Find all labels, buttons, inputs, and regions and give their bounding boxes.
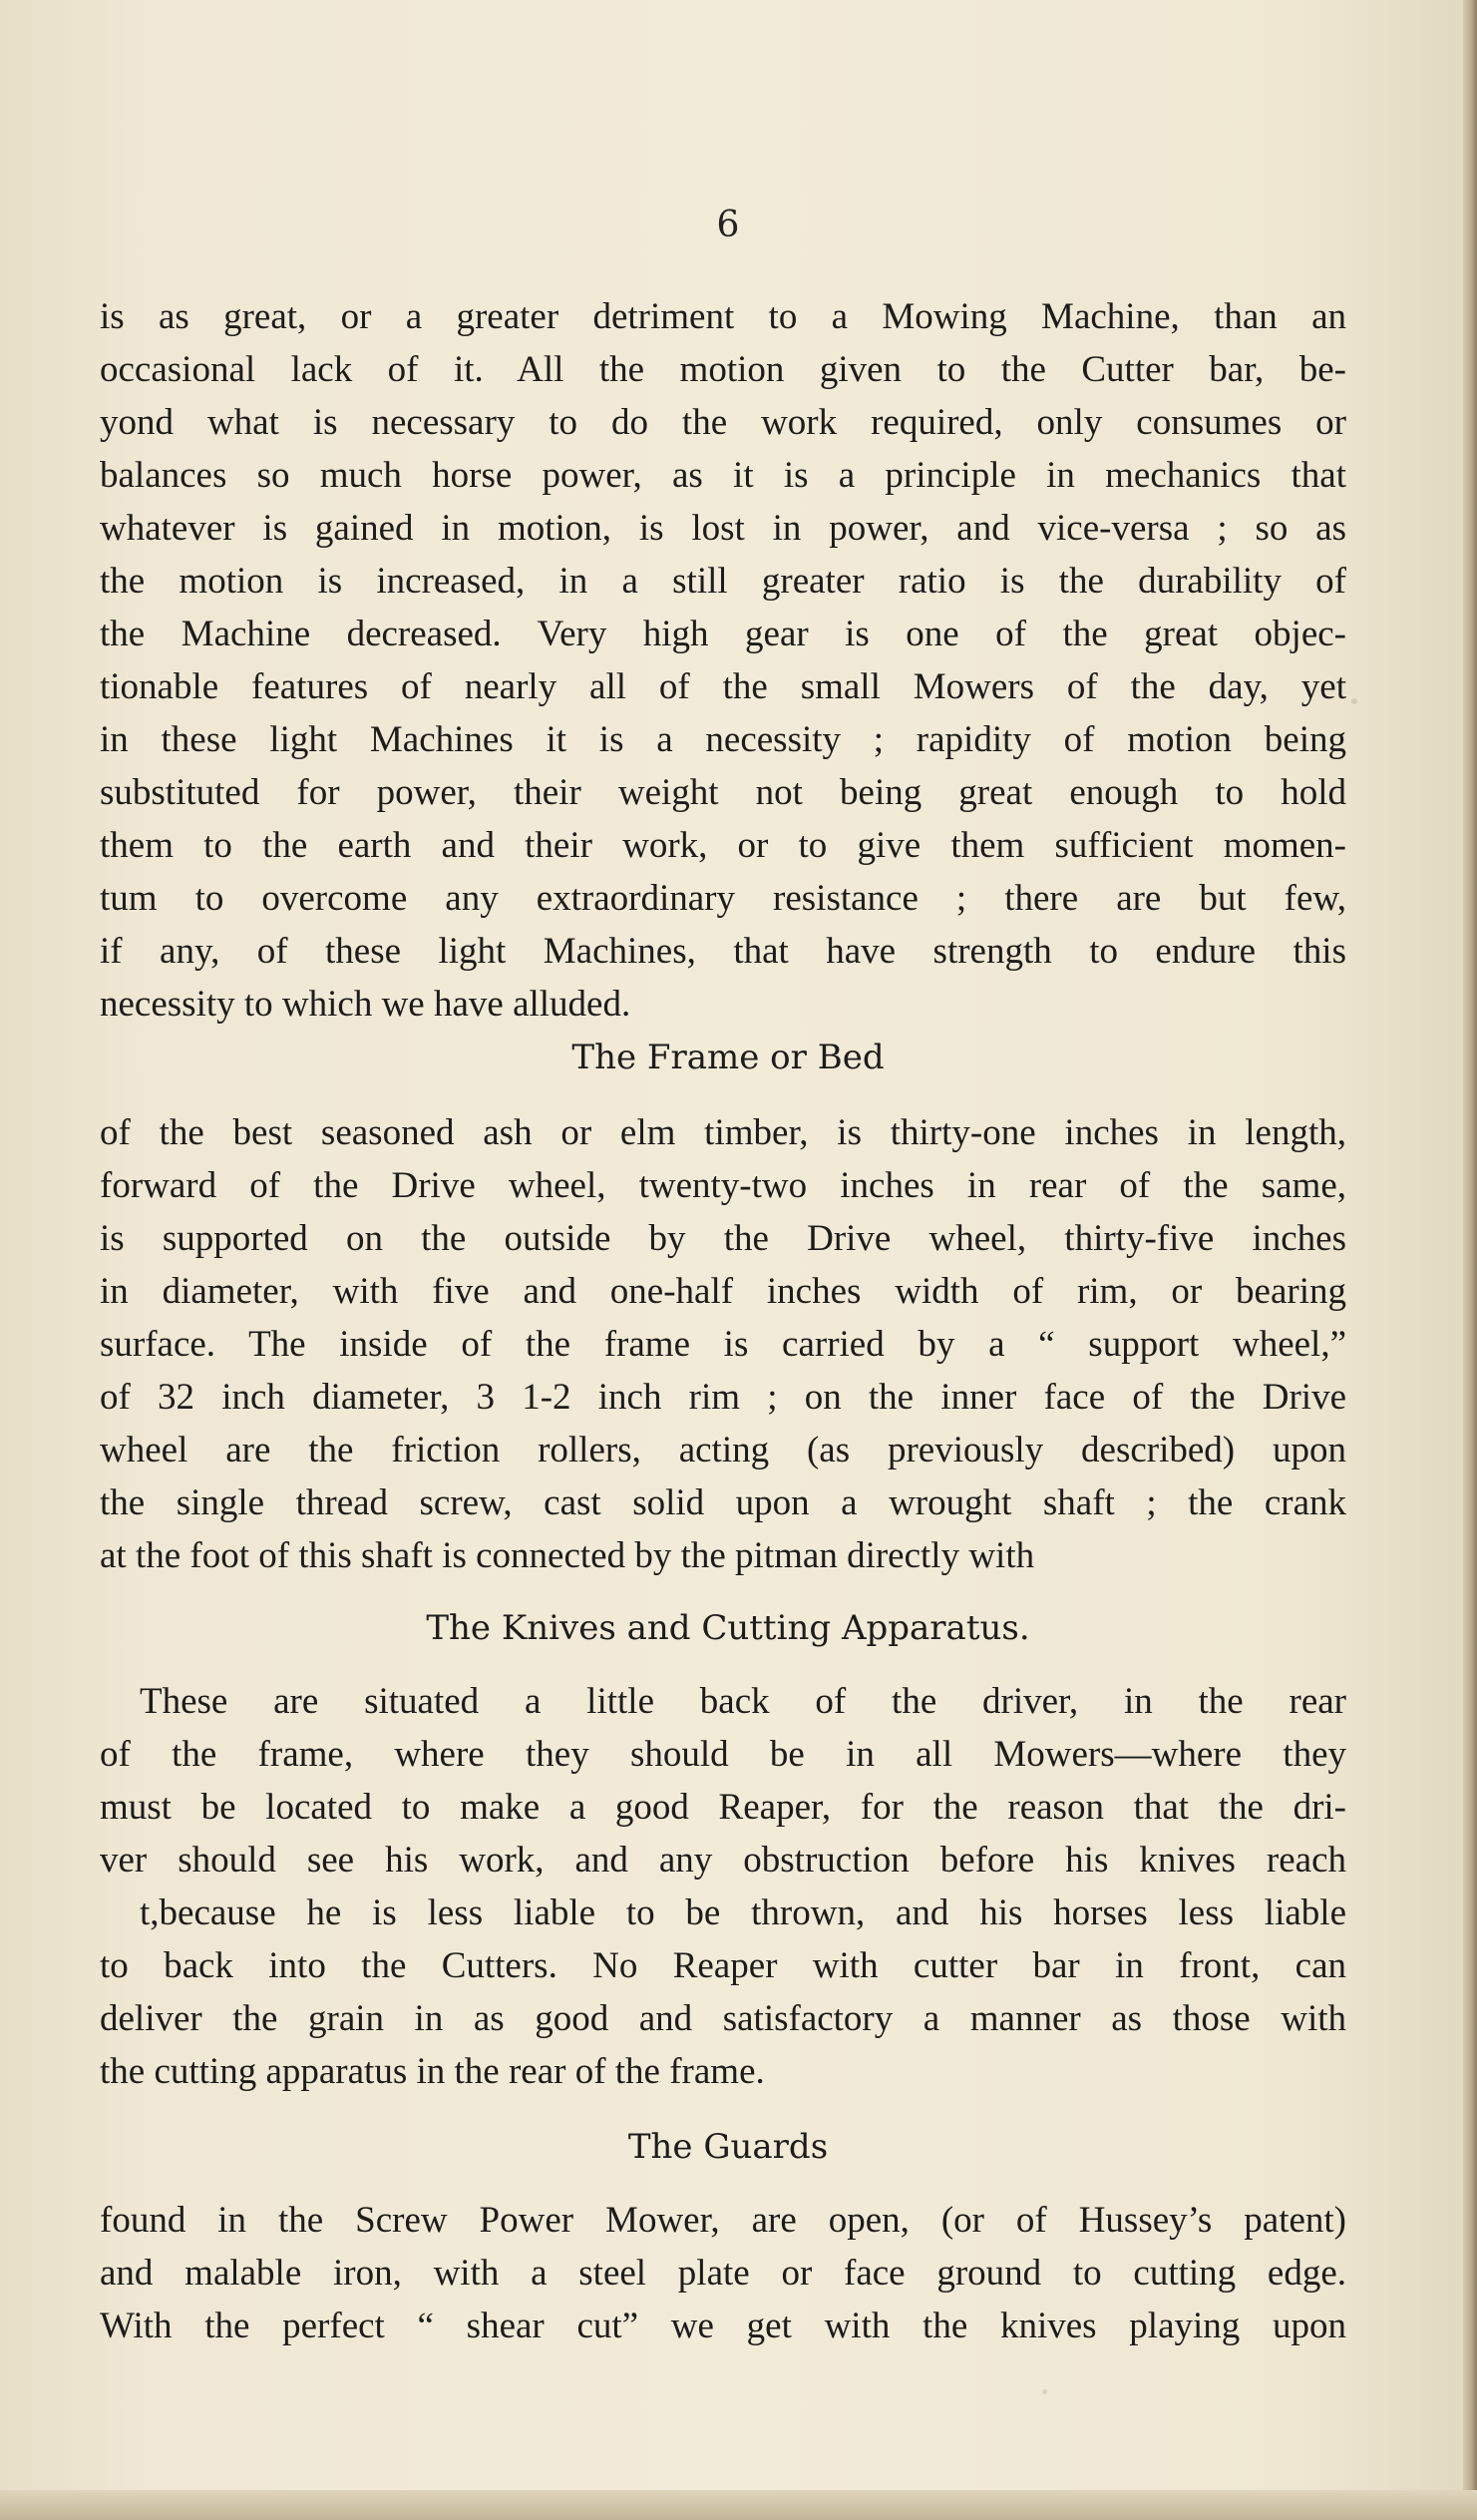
text-line: is as great, or a greater detriment to a Mowing Machine, than an	[100, 296, 1346, 337]
text-line: tum to overcome any extraordinary resistance ; there are but few,	[100, 878, 1346, 919]
text-line: found in the Screw Power Mower, are open, (or of Hussey’s patent)	[100, 2200, 1346, 2241]
text-line: them to the earth and their work, or to give them sufficient momen-	[100, 825, 1346, 866]
text-line: if any, of these light Machines, that have strength to endure this	[100, 931, 1346, 972]
text-line: ver should see his work, and any obstruction before his knives reach	[100, 1840, 1346, 1881]
text-line: tionable features of nearly all of the small Mowers of the day, yet	[100, 666, 1346, 707]
section-heading-guards: The Guards	[627, 2127, 829, 2167]
text-line: With the perfect “ shear cut” we get with the knives playing upon	[100, 2306, 1346, 2346]
text-line: surface. The inside of the frame is carried by a “ support wheel,”	[100, 1324, 1346, 1365]
text-line: of the frame, where they should be in all Mowers—where they	[100, 1734, 1346, 1775]
text-line: the motion is increased, in a still greater ratio is the durability of	[100, 561, 1346, 602]
text-line: whatever is gained in motion, is lost in power, and vice-versa ; so as	[100, 508, 1346, 549]
text-line: t,because he is less liable to be thrown, and his horses less liable	[140, 1892, 1346, 1933]
section-heading-knives: The Knives and Cutting Apparatus.	[426, 1608, 1030, 1648]
text-line: in these light Machines it is a necessity ; rapidity of motion being	[100, 719, 1346, 760]
text-line: necessity to which we have alluded.	[100, 984, 631, 1025]
page-number: 6	[716, 205, 740, 245]
text-line: to back into the Cutters. No Reaper with cutter bar in front, can	[100, 1945, 1346, 1986]
page-bottom-edge	[0, 2490, 1477, 2520]
print-speck	[1351, 698, 1357, 704]
page-edge	[1463, 0, 1477, 2520]
text-line: deliver the grain in as good and satisfactory a manner as those with	[100, 1998, 1346, 2039]
text-line: yond what is necessary to do the work required, only consumes or	[100, 402, 1346, 443]
text-line: forward of the Drive wheel, twenty-two inches in rear of the same,	[100, 1165, 1346, 1206]
text-line: the single thread screw, cast solid upon a wrought shaft ; the crank	[100, 1482, 1346, 1523]
text-line: These are situated a little back of the driver, in the rear	[140, 1681, 1346, 1722]
text-line: the cutting apparatus in the rear of the frame.	[100, 2051, 765, 2092]
text-line: wheel are the friction rollers, acting (as previously described) upon	[100, 1430, 1346, 1470]
text-line: of 32 inch diameter, 3 1-2 inch rim ; on the inner face of the Drive	[100, 1377, 1346, 1418]
text-line: the Machine decreased. Very high gear is one of the great objec-	[100, 614, 1346, 654]
paragraph-3	[100, 1674, 1346, 2097]
text-line: balances so much horse power, as it is a principle in mechanics that	[100, 455, 1346, 496]
section-heading-frame: The Frame or Bed	[571, 1038, 885, 1077]
text-line: of the best seasoned ash or elm timber, is thirty-one inches in length,	[100, 1112, 1346, 1153]
text-line: at the foot of this shaft is connected by the pitman directly with	[100, 1535, 1035, 1576]
paragraph-1	[100, 289, 1346, 1030]
text-line: in diameter, with five and one-half inches width of rim, or bearing	[100, 1271, 1346, 1312]
text-line: must be located to make a good Reaper, for the reason that the dri-	[100, 1787, 1346, 1828]
paragraph-2	[100, 1105, 1346, 1581]
paragraph-4	[100, 2193, 1346, 2351]
text-line: is supported on the outside by the Drive wheel, thirty-five inches	[100, 1218, 1346, 1259]
text-line: occasional lack of it. All the motion given to the Cutter bar, be-	[100, 349, 1346, 390]
text-line: and malable iron, with a steel plate or face ground to cutting edge.	[100, 2253, 1346, 2294]
text-line: substituted for power, their weight not being great enough to hold	[100, 772, 1346, 813]
print-speck	[1042, 2389, 1047, 2394]
